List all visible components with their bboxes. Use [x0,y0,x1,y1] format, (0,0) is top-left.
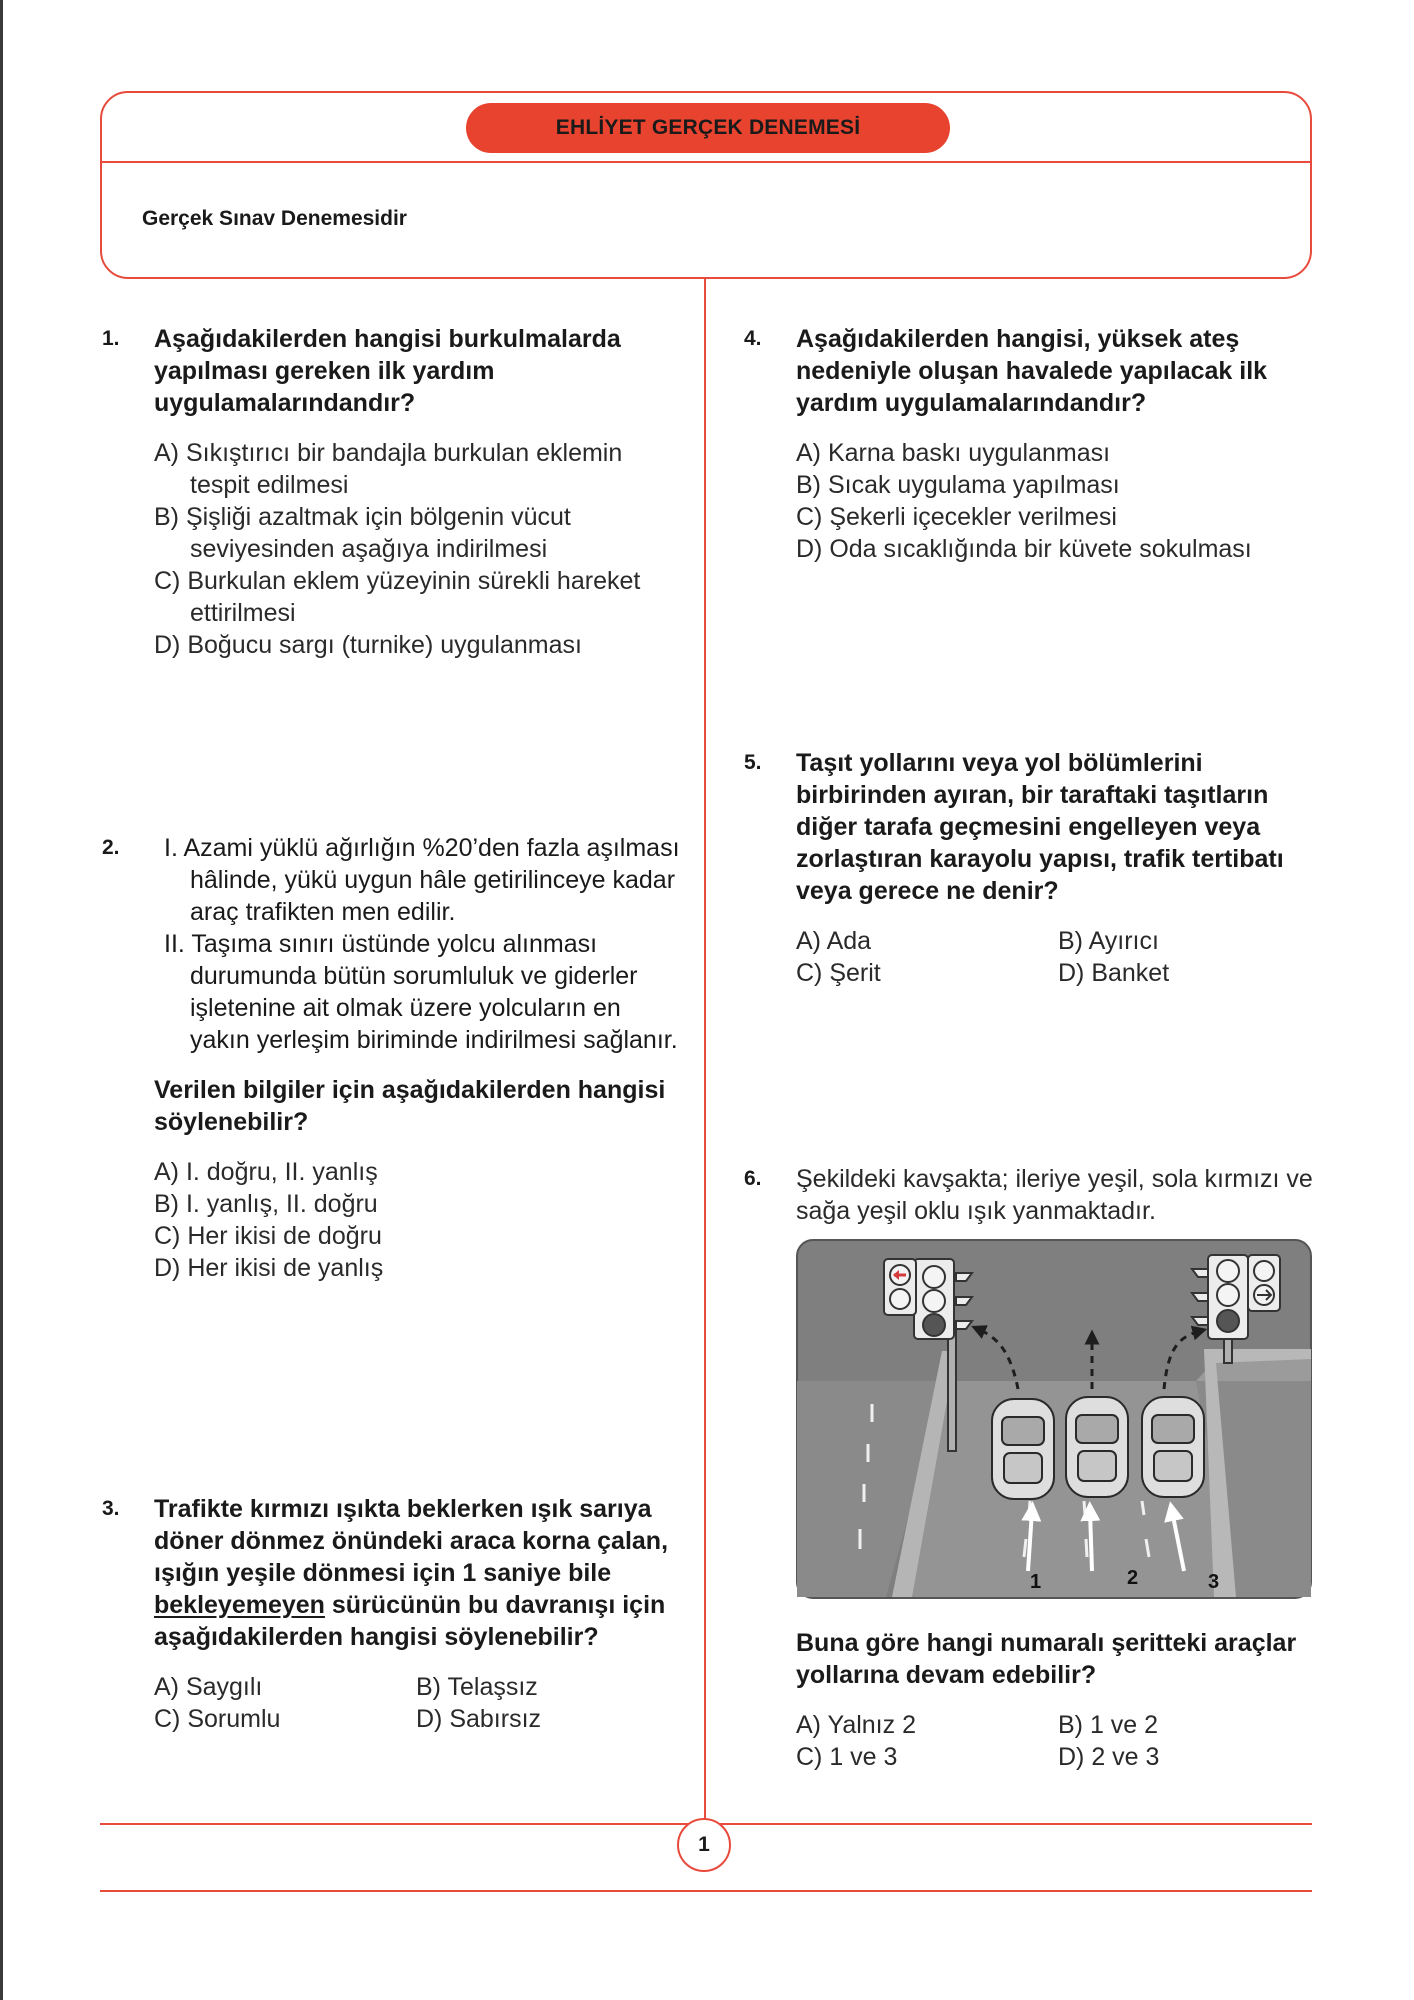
option-c[interactable]: C) Sorumlu [154,1705,281,1733]
option-c[interactable]: C) 1 ve 3 [796,1743,898,1771]
option-a[interactable]: A) Karna baskı uygulanması [796,439,1111,467]
page-title: EHLİYET GERÇEK DENEMESİ [466,103,950,153]
options-grid [154,1671,682,1735]
options-grid [796,1709,1316,1773]
option-a[interactable]: A) I. doğru, II. yanlış [154,1158,378,1186]
question-number: 4. [744,327,762,350]
statement-2: II. Taşıma sınırı üstünde yolcu alınması durumunda bütün sorumluluk ve giderler işletenine ait olmak üzere yolcuların en yakın yerleşim biriminde indirilmesi sağlanır. [164,930,678,1054]
page-number: 1 [677,1818,731,1872]
question-4 [744,323,1316,565]
option-b[interactable]: B) Sıcak uygulama yapılması [796,471,1120,499]
stem-part: Trafikte kırmızı ışıkta beklerken ışık sarıya döner dönmez önündeki araca korna çalan, ışığın yeşile dönmesi için 1 saniye bile [154,1495,669,1587]
lane-label-1: 1 [1030,1571,1042,1593]
option-b[interactable]: B) Ayırıcı [1058,927,1159,955]
option-b[interactable]: B) Telaşsız [416,1673,538,1701]
question-stem: Verilen bilgiler için aşağıdakilerden hangisi söylenebilir? [154,1076,666,1136]
option-a[interactable]: A) Ada [796,927,872,955]
question-intro: Şekildeki kavşakta; ileriye yeşil, sola kırmızı ve sağa yeşil oklu ışık yanmaktadır. [796,1165,1313,1225]
option-a[interactable]: A) Yalnız 2 [796,1711,916,1739]
option-d[interactable]: D) 2 ve 3 [1058,1743,1160,1771]
option-b[interactable]: B) Şişliği azaltmak için bölgenin vücut seviyesinden aşağıya indirilmesi [154,503,571,563]
question-2 [102,832,682,1284]
option-c[interactable]: C) Her ikisi de doğru [154,1222,382,1250]
header-box [100,91,1312,279]
column-divider [704,279,706,1824]
page-subtitle: Gerçek Sınav Denemesidir [142,207,407,230]
option-c[interactable]: C) Şekerli içecekler verilmesi [796,503,1117,531]
question-6 [744,1163,1316,1773]
page-edge [0,0,3,2000]
question-number: 3. [102,1497,120,1520]
question-number: 6. [744,1167,762,1190]
question-number: 1. [102,327,120,350]
underlined-word: bekleyemeyen [154,1591,325,1619]
question-3 [102,1493,682,1735]
question-1 [102,323,682,661]
options-list [154,437,682,661]
question-number: 2. [102,836,120,859]
options-grid [796,925,1316,989]
options-list [796,437,1316,565]
question-number: 5. [744,751,762,774]
statement-1: I. Azami yüklü ağırlığın %20’den fazla aşılması hâlinde, yükü uygun hâle getirilinceye kadar araç trafikten men edilir. [164,834,680,926]
option-d[interactable]: D) Her ikisi de yanlış [154,1254,384,1282]
option-d[interactable]: D) Banket [1058,959,1170,987]
option-d[interactable]: D) Sabırsız [416,1705,542,1733]
option-d[interactable]: D) Oda sıcaklığında bir küvete sokulması [796,535,1252,563]
stem-part: sürücünün bu davranışı için aşağıdakilerden hangisi söylenebilir? [154,1591,666,1651]
intersection-figure [796,1239,1312,1599]
question-5 [744,747,1316,989]
option-d[interactable]: D) Boğucu sargı (turnike) uygulanması [154,631,582,659]
question-stem: Aşağıdakilerden hangisi burkulmalarda yapılması gereken ilk yardım uygulamalarındandır? [154,325,621,417]
option-a[interactable]: A) Saygılı [154,1673,263,1701]
question-stem [154,1493,682,1653]
lane-label-2: 2 [1127,1567,1139,1589]
option-c[interactable]: C) Burkulan eklem yüzeyinin sürekli hareket ettirilmesi [154,567,641,627]
option-b[interactable]: B) I. yanlış, II. doğru [154,1190,378,1218]
header-divider [102,161,1310,163]
option-c[interactable]: C) Şerit [796,959,881,987]
question-stem: Taşıt yollarını veya yol bölümlerini birbirinden ayıran, bir taraftaki taşıtların diğer tarafa geçmesini engelleyen veya zorlaştıran karayolu yapısı, trafik tertibatı veya gerece ne denir? [796,749,1284,905]
lane-label-3: 3 [1208,1571,1220,1593]
footer-line-bottom [100,1890,1312,1892]
option-a[interactable]: A) Sıkıştırıcı bir bandajla burkulan eklemin tespit edilmesi [154,439,623,499]
question-stem: Buna göre hangi numaralı şeritteki araçlar yollarına devam edebilir? [796,1629,1297,1689]
options-list [154,1156,682,1284]
option-b[interactable]: B) 1 ve 2 [1058,1711,1159,1739]
question-stem: Aşağıdakilerden hangisi, yüksek ateş nedeniyle oluşan havalede yapılacak ilk yardım uygulamalarındandır? [796,325,1268,417]
